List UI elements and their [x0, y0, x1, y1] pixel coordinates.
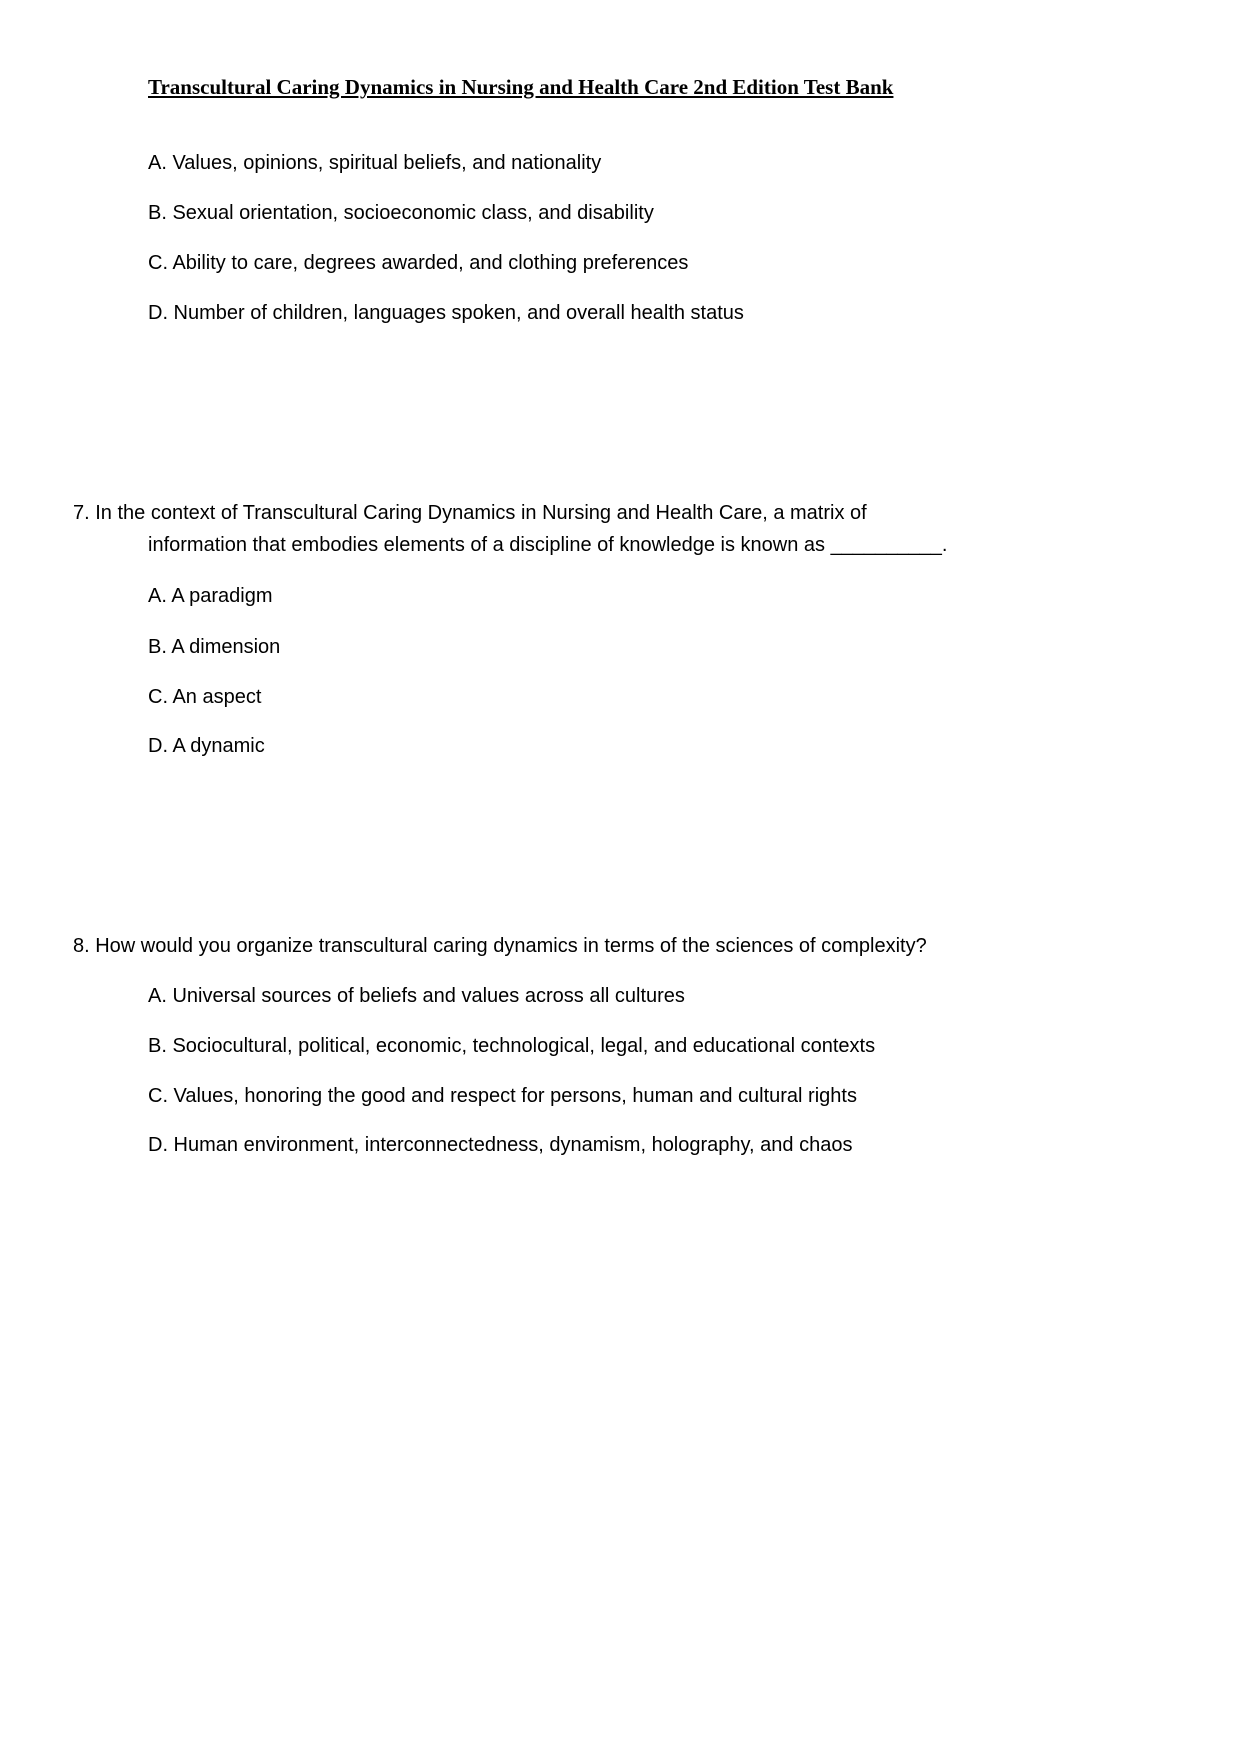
page-title: Transcultural Caring Dynamics in Nursing and Health Care 2nd Edition Test Bank	[148, 75, 894, 99]
q6-option-a: A. Values, opinions, spiritual beliefs, and nationality	[148, 152, 602, 174]
q7-question: 7. In the context of Transcultural Caring Dynamics in Nursing and Health Care, a matrix of	[73, 502, 867, 524]
q6-option-d: D. Number of children, languages spoken, and overall health status	[148, 302, 744, 324]
q6-option-c: C. Ability to care, degrees awarded, and clothing preferences	[148, 252, 689, 274]
q7-option-b: B. A dimension	[148, 636, 281, 658]
q8-option-a: A. Universal sources of beliefs and values across all cultures	[148, 985, 685, 1007]
q8-option-c: C. Values, honoring the good and respect for persons, human and cultural rights	[148, 1085, 857, 1107]
q7-option-a: A. A paradigm	[148, 585, 273, 607]
q8-option-d: D. Human environment, interconnectedness, dynamism, holography, and chaos	[148, 1134, 853, 1156]
q6-option-b: B. Sexual orientation, socioeconomic class, and disability	[148, 202, 654, 224]
q8-option-b: B. Sociocultural, political, economic, technological, legal, and educational contexts	[148, 1035, 876, 1057]
q8-question: 8. How would you organize transcultural caring dynamics in terms of the sciences of complexity?	[73, 935, 927, 957]
q7-option-d: D. A dynamic	[148, 735, 265, 757]
q7-option-c: C. An aspect	[148, 686, 262, 708]
q7-question-cont: information that embodies elements of a discipline of knowledge is known as __________.	[148, 534, 948, 556]
